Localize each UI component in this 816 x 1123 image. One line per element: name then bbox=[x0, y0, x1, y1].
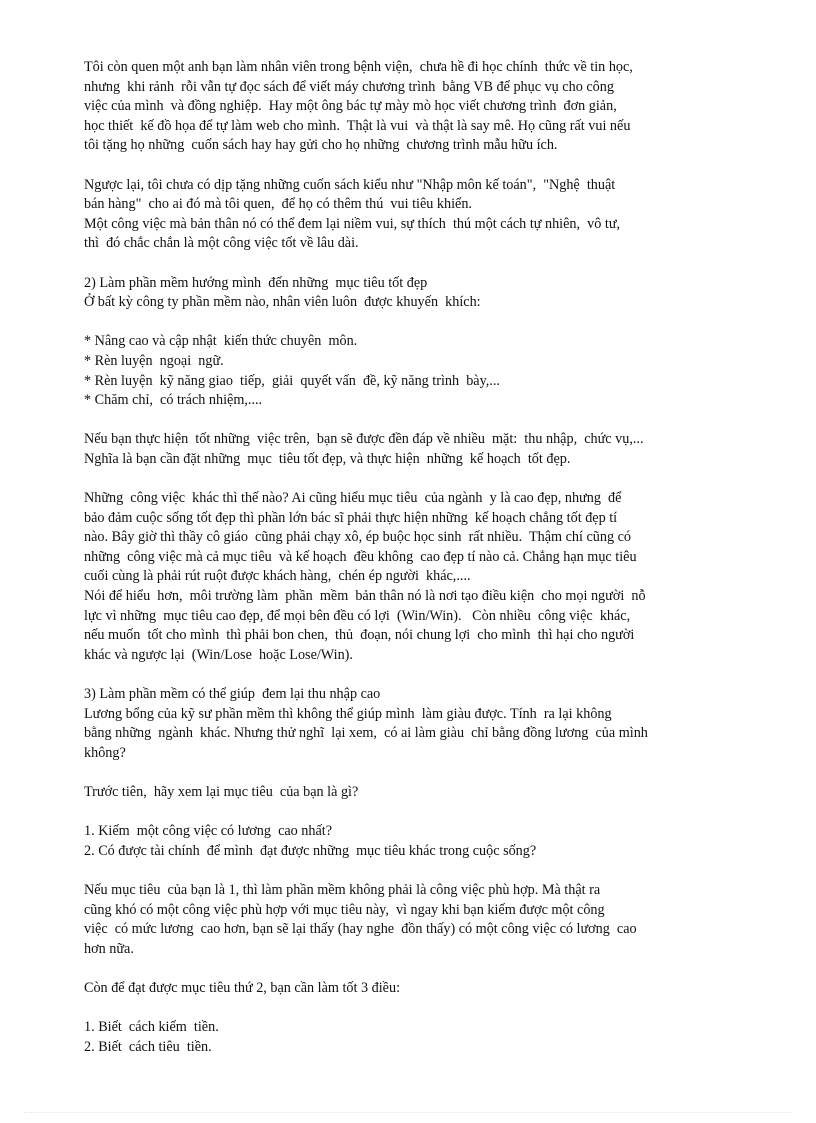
text-line: Lương bổng của kỹ sư phần mềm thì không thể giúp mình làm giàu được. Tính ra lại không bbox=[84, 705, 612, 722]
paragraph-gap bbox=[84, 861, 704, 881]
text-line: học thiết kế đồ họa để tự làm web cho mình. Thật là vui và thật là say mê. Họ cũng rất vui nếu bbox=[84, 117, 631, 134]
text-line: tôi tặng họ những cuốn sách hay hay gửi cho họ những chương trình mẫu hữu ích. bbox=[84, 137, 558, 154]
section-heading: 3) Làm phần mềm có thể giúp đem lại thu nhập cao bbox=[84, 686, 381, 702]
document-body bbox=[84, 58, 704, 1057]
text-line: Còn để đạt được mục tiêu thứ 2, bạn cần làm tốt 3 điều: bbox=[84, 979, 401, 996]
page-bottom-rule bbox=[24, 1112, 792, 1113]
paragraph-gap bbox=[84, 999, 704, 1019]
paragraph-gap bbox=[84, 803, 704, 823]
text-line: bán hàng" cho ai đó mà tôi quen, để họ có thêm thú vui tiêu khiển. bbox=[84, 196, 472, 213]
numbered-item: 1. Biết cách kiếm tiền. bbox=[84, 1019, 219, 1036]
text-line: Một công việc mà bản thân nó có thể đem lại niềm vui, sự thích thú một cách tự nhiên, vô tư, bbox=[84, 215, 621, 232]
text-line: Nghĩa là bạn cần đặt những mục tiêu tốt đẹp, và thực hiện những kế hoạch tốt đẹp. bbox=[84, 450, 571, 467]
text-line: những công việc mà cả mục tiêu và kế hoạch đều không cao đẹp tí nào cả. Chẳng hạn mục tiêu bbox=[84, 548, 637, 565]
paragraph-gap bbox=[84, 156, 704, 176]
text-line: hơn nữa. bbox=[84, 940, 134, 957]
paragraph-gap bbox=[84, 313, 704, 333]
text-line: thì đó chắc chắn là một công việc tốt về lâu dài. bbox=[84, 235, 359, 252]
paragraph-gap bbox=[84, 254, 704, 274]
paragraph-gap bbox=[84, 411, 704, 431]
text-line: cũng khó có một công việc phù hợp với mục tiêu này, vì ngay khi bạn kiếm được một công bbox=[84, 901, 605, 918]
text-line: Nếu mục tiêu của bạn là 1, thì làm phần mềm không phải là công việc phù hợp. Mà thật ra bbox=[84, 881, 601, 898]
text-line: Ở bất kỳ công ty phần mềm nào, nhân viên luôn được khuyến khích: bbox=[84, 294, 481, 311]
bullet-item: * Nâng cao và cập nhật kiến thức chuyên môn. bbox=[84, 333, 358, 350]
bullet-item: * Chăm chỉ, có trách nhiệm,.... bbox=[84, 392, 263, 409]
numbered-item: 1. Kiếm một công việc có lương cao nhất? bbox=[84, 823, 333, 840]
text-line: không? bbox=[84, 744, 126, 761]
text-line: bảo đảm cuộc sống tốt đẹp thì phần lớn bác sĩ phải thực hiện những kế hoạch chẳng tốt đẹp tí bbox=[84, 509, 618, 526]
text-line: Ngược lại, tôi chưa có dịp tặng những cuốn sách kiểu như "Nhập môn kế toán", "Nghệ thuật bbox=[84, 176, 616, 193]
text-line: bằng những ngành khác. Nhưng thử nghĩ lại xem, có ai làm giàu chỉ bằng đồng lương của mình bbox=[84, 725, 648, 742]
paragraph-gap bbox=[84, 665, 704, 685]
paragraph-gap bbox=[84, 469, 704, 489]
text-line: nào. Bây giờ thì thầy cô giáo cũng phải chạy xô, ép buộc học sinh rất nhiều. Thậm chí cũng có bbox=[84, 529, 632, 546]
text-line: Nếu bạn thực hiện tốt những việc trên, bạn sẽ được đền đáp về nhiều mặt: thu nhập, chức vụ,... bbox=[84, 431, 644, 448]
paragraph-gap bbox=[84, 959, 704, 979]
bullet-item: * Rèn luyện kỹ năng giao tiếp, giải quyết vấn đề, kỹ năng trình bày,... bbox=[84, 372, 500, 389]
text-line: nếu muốn tốt cho mình thì phải bon chen, thủ đoạn, nói chung lợi cho mình thì hại cho người bbox=[84, 627, 635, 644]
section-heading: 2) Làm phần mềm hướng mình đến những mục tiêu tốt đẹp bbox=[84, 274, 428, 291]
bullet-item: * Rèn luyện ngoại ngữ. bbox=[84, 352, 224, 369]
text-line: việc của mình và đồng nghiệp. Hay một ông bác tự mày mò học viết chương trình đơn giản, bbox=[84, 98, 617, 115]
text-line: Tôi còn quen một anh bạn làm nhân viên trong bệnh viện, chưa hề đi học chính thức về tin học, bbox=[84, 59, 633, 75]
text-line: nhưng khi rảnh rỗi vẫn tự đọc sách để viết máy chương trình bằng VB để phục vụ cho công bbox=[84, 78, 614, 95]
text-line: Những công việc khác thì thế nào? Ai cũng hiểu mục tiêu của ngành y là cao đẹp, nhưng để bbox=[84, 490, 622, 507]
text-line: lực vì những mục tiêu cao đẹp, để mọi bên đều có lợi (Win/Win). Còn nhiều công việc khác, bbox=[84, 607, 631, 624]
numbered-item: 2. Biết cách tiêu tiền. bbox=[84, 1038, 212, 1055]
text-line: Trước tiên, hãy xem lại mục tiêu của bạn là gì? bbox=[84, 783, 359, 800]
paragraph-gap bbox=[84, 763, 704, 783]
text-line: khác và ngược lại (Win/Lose hoặc Lose/Win). bbox=[84, 646, 353, 663]
text-line: Nói để hiểu hơn, môi trường làm phần mềm bản thân nó là nơi tạo điều kiện cho mọi người nỗ bbox=[84, 588, 646, 605]
text-line: việc có mức lương cao hơn, bạn sẽ lại thấy (hay nghe đồn thấy) có một công việc có lương cao bbox=[84, 921, 637, 938]
numbered-item: 2. Có được tài chính để mình đạt được những mục tiêu khác trong cuộc sống? bbox=[84, 842, 537, 859]
text-line: cuối cùng là phải rút ruột được khách hàng, chén ép người khác,.... bbox=[84, 568, 471, 585]
